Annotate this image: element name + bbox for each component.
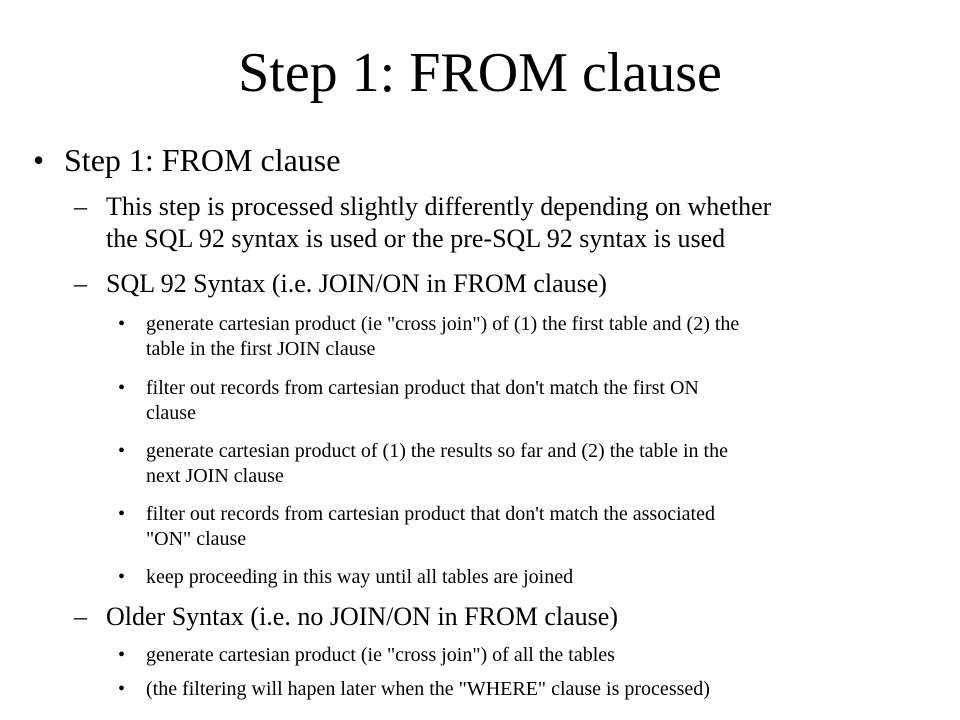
item-line-1: filter out records from cartesian product that don't match the first ON: [146, 377, 699, 399]
sql92-heading: SQL 92 Syntax (i.e. JOIN/ON in FROM clause): [106, 269, 607, 298]
intro-line-1: This step is processed slightly differently depending on whether: [106, 192, 772, 221]
bullet-marker: •: [118, 566, 126, 588]
bullet-marker: •: [118, 678, 126, 700]
item-line-2: "ON" clause: [146, 528, 247, 550]
dash-marker: –: [74, 269, 87, 298]
item-line-1: generate cartesian product (ie "cross join") of (1) the first table and (2) the: [146, 313, 740, 335]
sql92-item-4: [118, 502, 918, 552]
item-line-2: clause: [146, 402, 196, 424]
item-line-1: keep proceeding in this way until all tables are joined: [146, 566, 574, 588]
sql92-item-2: [118, 376, 918, 426]
older-item-2: [118, 677, 918, 702]
item-line-1: (the filtering will hapen later when the "WHERE" clause is processed): [146, 678, 710, 700]
sub-bullet-older: [74, 601, 944, 633]
bullet-marker: •: [118, 313, 126, 335]
sql92-item-1: [118, 312, 918, 362]
sql92-item-5: [118, 565, 918, 590]
item-line-2: next JOIN clause: [146, 465, 284, 487]
dash-marker: –: [74, 192, 87, 221]
slide-title: Step 1: FROM clause: [238, 42, 722, 104]
bullet-marker: •: [118, 377, 126, 399]
sub-bullet-sql92: [74, 268, 944, 300]
older-item-1: [118, 643, 918, 668]
main-bullet-text: Step 1: FROM clause: [64, 142, 341, 178]
bullet-marker: •: [118, 644, 126, 666]
item-line-1: filter out records from cartesian product that don't match the associated: [146, 503, 715, 525]
item-line-2: table in the first JOIN clause: [146, 338, 376, 360]
dash-marker: –: [74, 602, 87, 631]
older-heading: Older Syntax (i.e. no JOIN/ON in FROM clause): [106, 602, 618, 631]
sql92-item-3: [118, 439, 918, 489]
item-line-1: generate cartesian product of (1) the results so far and (2) the table in the: [146, 440, 728, 462]
item-line-1: generate cartesian product (ie "cross join") of all the tables: [146, 644, 615, 666]
bullet-marker: •: [118, 440, 126, 462]
intro-line-2: the SQL 92 syntax is used or the pre-SQL 92 syntax is used: [106, 224, 726, 253]
bullet-marker: •: [33, 142, 45, 178]
bullet-marker: •: [118, 503, 126, 525]
sub-bullet-intro: [74, 191, 944, 255]
